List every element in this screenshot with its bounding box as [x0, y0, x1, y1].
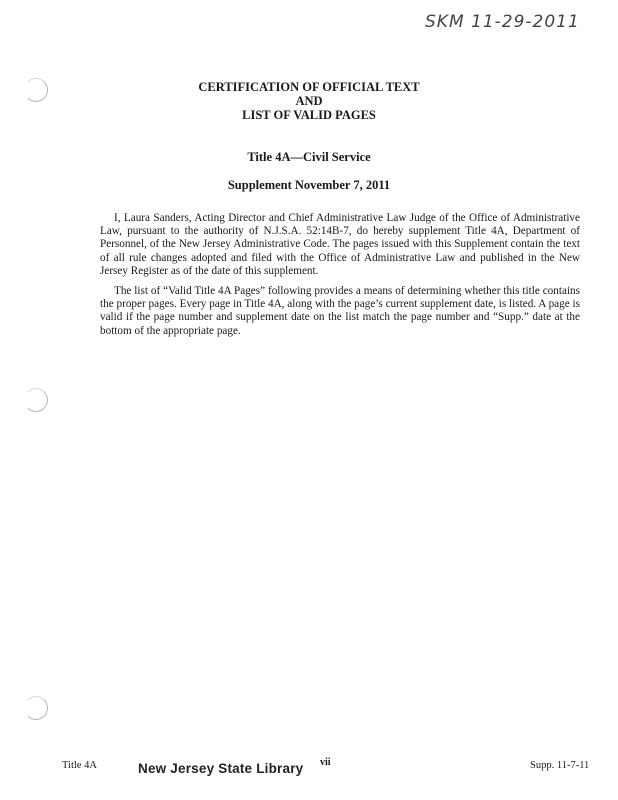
library-stamp: New Jersey State Library	[138, 761, 304, 776]
certification-paragraph: I, Laura Sanders, Acting Director and Chief Administrative Law Judge of the Office of Administrative Law, pursuant to the authority of N.J.S.A. 52:14B-7, do hereby supplement Title 4A, Department of Personnel, of the New Jersey Administrative Code. The pages issued with this Supplement contain the text of all rule changes adopted and filed with the Office of Administrative Law and published in the New Jersey Register as of the date of this supplement.	[100, 212, 580, 277]
heading-line-3: LIST OF VALID PAGES	[242, 108, 376, 122]
supplement-heading: Supplement November 7, 2011	[227, 178, 391, 192]
handwritten-annotation: SKM 11-29-2011	[425, 12, 580, 32]
heading-line-2: AND	[295, 94, 323, 108]
punch-hole-bottom	[24, 696, 48, 720]
heading-line-1: CERTIFICATION OF OFFICIAL TEXT	[198, 80, 420, 94]
page-number: vii	[320, 757, 331, 768]
footer-title: Title 4A	[62, 760, 97, 771]
title-heading: Title 4A—Civil Service	[247, 150, 371, 164]
footer-supplement-date: Supp. 11-7-11	[530, 760, 590, 771]
punch-hole-middle	[24, 388, 48, 412]
valid-pages-paragraph: The list of “Valid Title 4A Pages” following provides a means of determining whether this title contains the proper pages. Every page in Title 4A, along with the page’s current supplement date, is listed. A page is valid if the page number and supplement date on the list match the page number and “Supp.” date at the bottom of the appropriate page.	[100, 285, 580, 337]
